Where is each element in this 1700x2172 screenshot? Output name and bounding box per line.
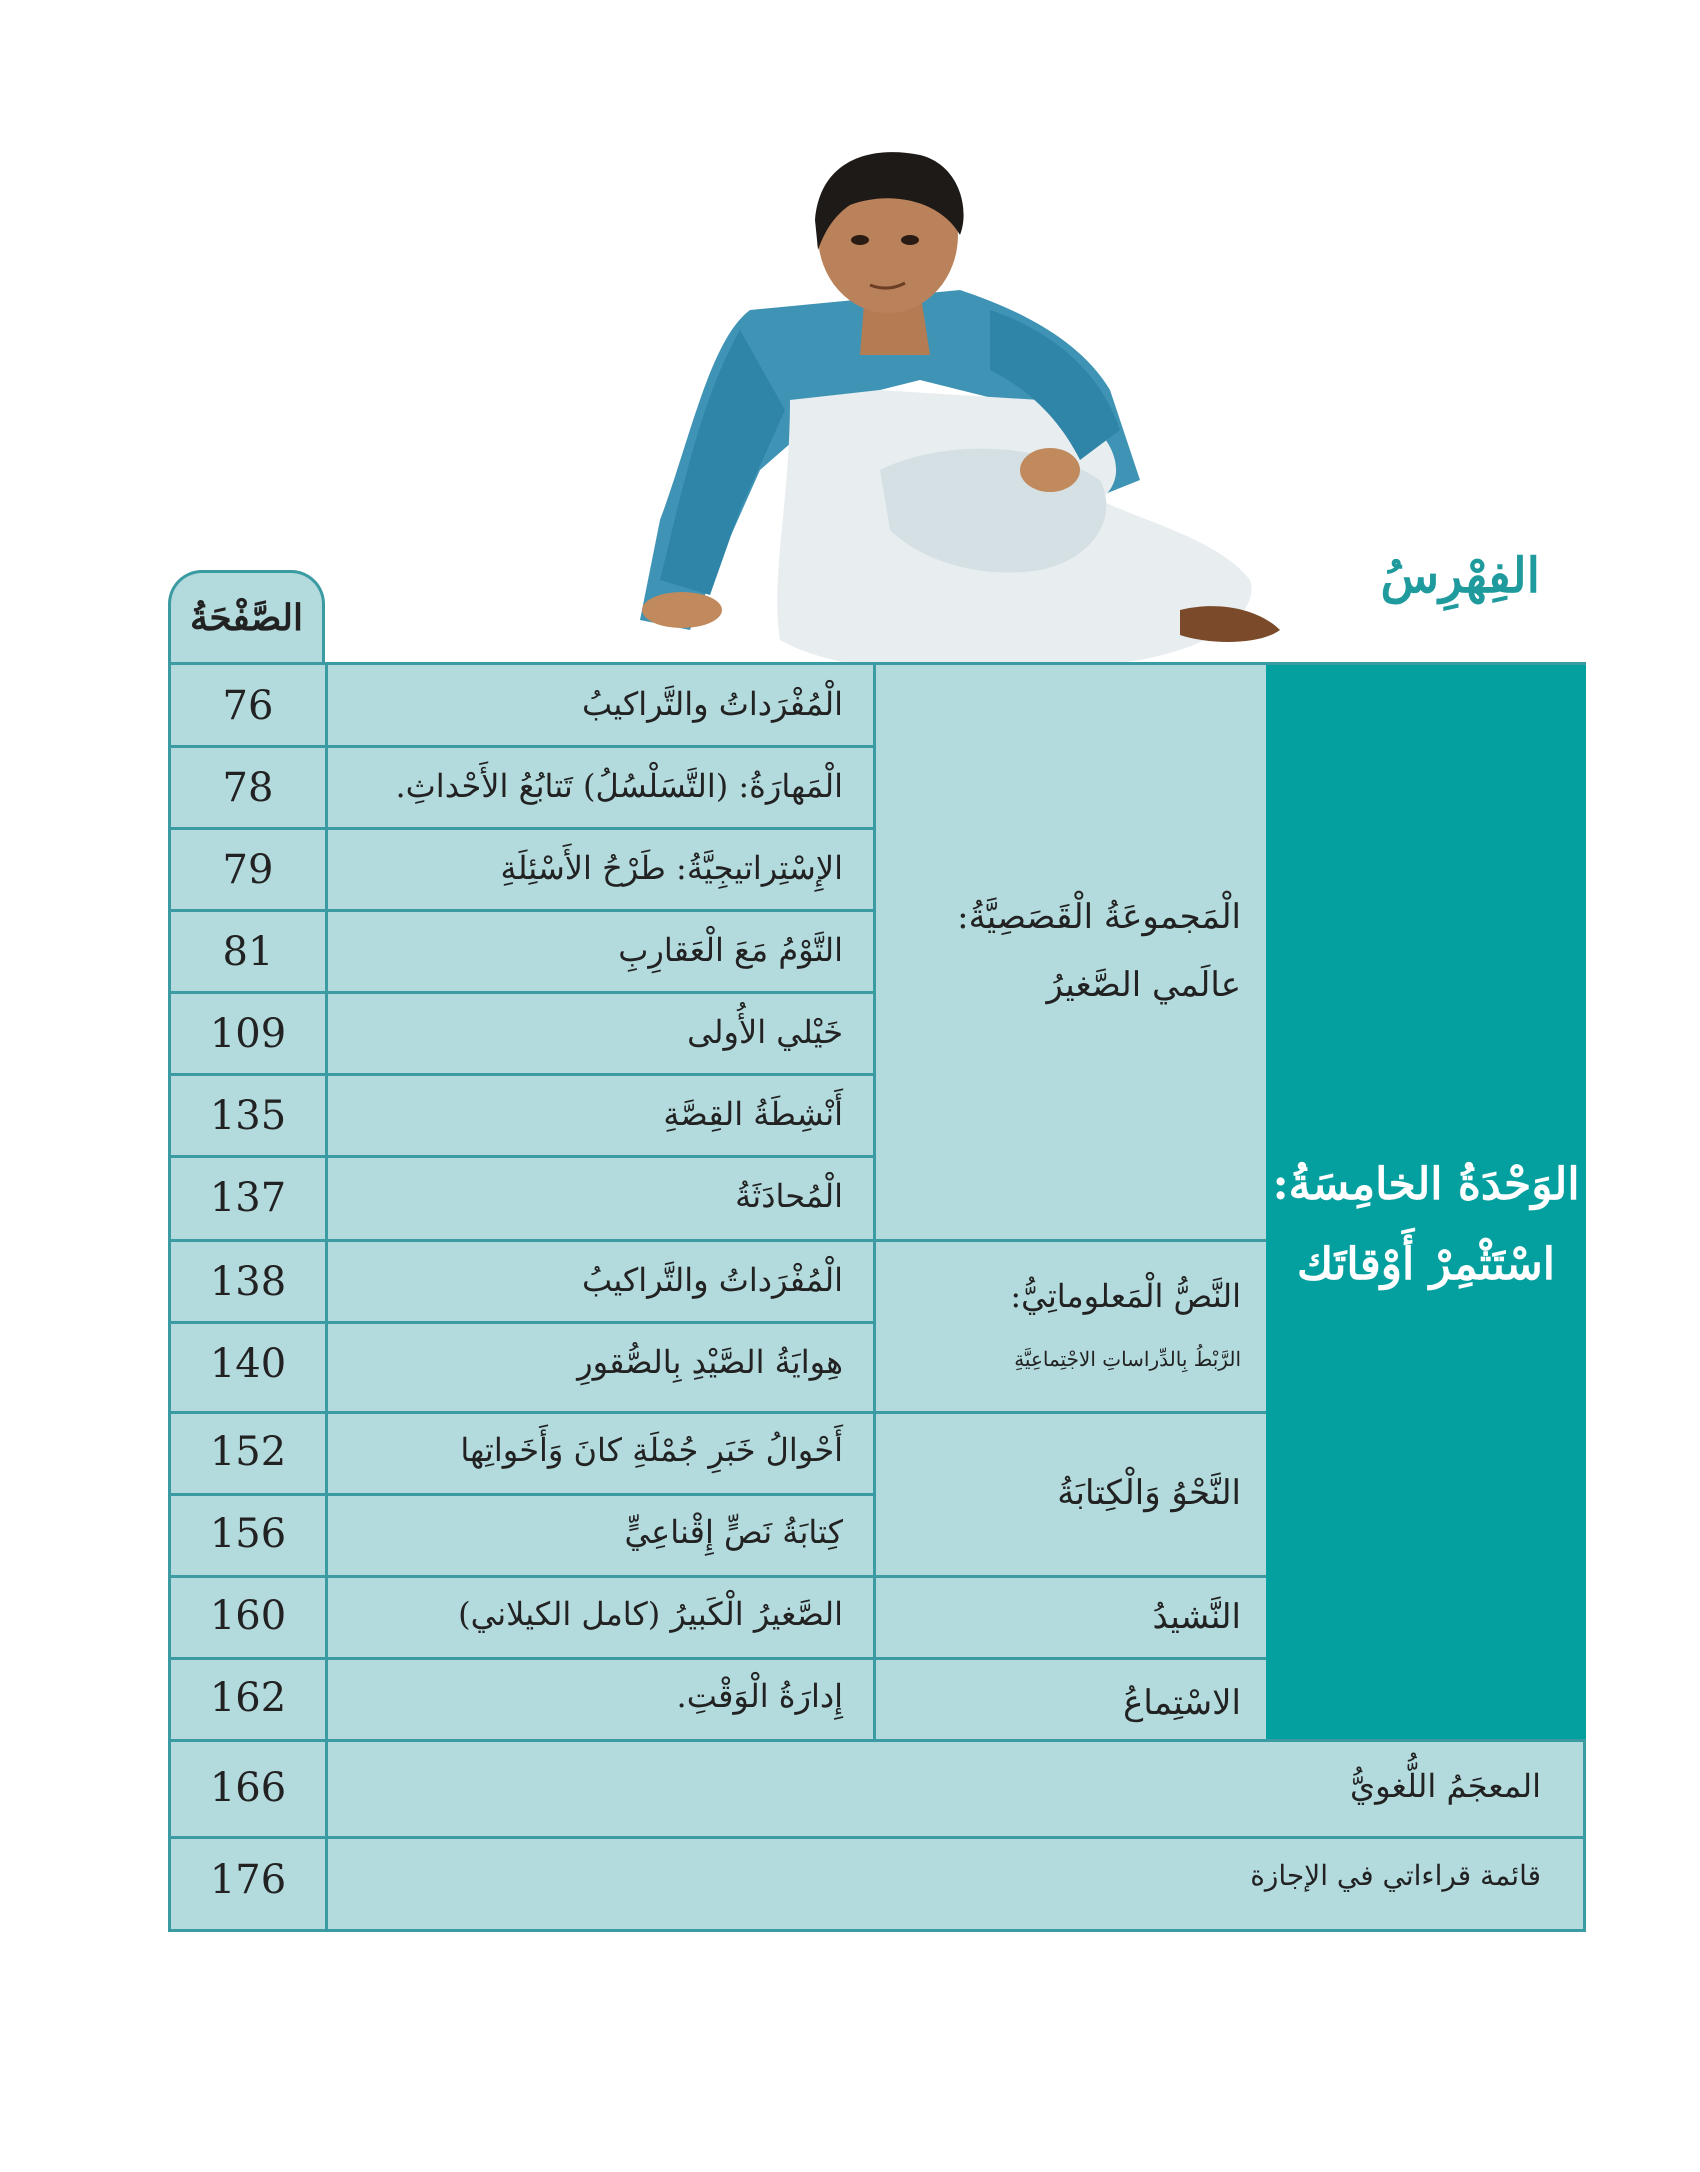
lesson-title: خَيْلي الأُولى (687, 1013, 843, 1051)
lesson-title: التَّوْمُ مَعَ الْعَقارِبِ (618, 931, 843, 969)
lesson-title: أَنْشِطَةُ القِصَّةِ (663, 1095, 843, 1133)
lesson-title: الْمُحادَثَةُ (735, 1177, 843, 1215)
group-title: النَّصُّ الْمَعلوماتِيُّ: (1010, 1277, 1241, 1315)
toc-table (168, 662, 1586, 1932)
page-number: 156 (209, 1511, 287, 1557)
lesson-title: الْمُفْرَداتُ والتَّراكيبُ (581, 685, 843, 723)
page-number: 78 (222, 765, 274, 811)
page-title: الفِهْرِسُ (1380, 548, 1540, 604)
page-number: 79 (222, 847, 274, 893)
group-title: الاسْتِماعُ (1123, 1683, 1241, 1723)
page-column-header: الصَّفْحَةُ (168, 570, 325, 662)
lesson-title: إِدارَةُ الْوَقْتِ. (676, 1677, 843, 1715)
page-number: 162 (209, 1675, 287, 1721)
page-number: 138 (209, 1259, 287, 1305)
page-number: 109 (209, 1011, 287, 1057)
group-title: النَّشيدُ (1152, 1597, 1241, 1637)
group-subtitle: عالَمي الصَّغيرُ (1046, 965, 1241, 1005)
page-number: 137 (209, 1175, 287, 1221)
page-number: 166 (209, 1765, 287, 1811)
page-number: 152 (209, 1429, 287, 1475)
lesson-title: أَحْوالُ خَبَرِ جُمْلَةِ كانَ وَأَخَواتِها (460, 1431, 843, 1469)
lesson-title: الْمَهارَةُ: (التَّسَلْسُلُ) تَتابُعُ الأَحْداثِ. (395, 767, 843, 805)
lesson-title: الإِسْتِراتيجِيَّةُ: طَرْحُ الأَسْئِلَةِ (500, 849, 843, 887)
boy-illustration (620, 140, 1320, 700)
unit-title: الوَحْدَةُ الخامِسَةُ: (1272, 1159, 1580, 1210)
unit-cell (1266, 665, 1586, 1741)
page-number: 135 (209, 1093, 287, 1139)
page-number: 160 (209, 1593, 287, 1639)
lesson-title: كِتابَةُ نَصٍّ إِقْناعِيٍّ (624, 1513, 843, 1551)
appendix-title: قائمة قراءاتي في الإجازة (1250, 1859, 1541, 1892)
unit-subtitle: اسْتَثْمِرْ أَوْقاتَك (1297, 1239, 1555, 1290)
page-number: 81 (222, 929, 274, 975)
lesson-title: هِوايَةُ الصَّيْدِ بِالصُّقورِ (577, 1343, 843, 1381)
group-subtitle: الرَّبْطُ بِالدِّراساتِ الاجْتِماعِيَّةِ (1014, 1347, 1241, 1371)
lesson-title: الْمُفْرَداتُ والتَّراكيبُ (581, 1261, 843, 1299)
page-number: 76 (222, 683, 274, 729)
group-title: النَّحْوُ وَالْكِتابَةُ (1057, 1473, 1241, 1513)
lesson-title: الصَّغيرُ الْكَبيرُ (كامل الكيلاني) (458, 1595, 843, 1633)
page-number: 140 (209, 1341, 287, 1387)
group-title: الْمَجموعَةُ الْقَصَصِيَّةُ: (957, 897, 1241, 937)
page-number: 176 (209, 1857, 287, 1903)
appendix-title: المعجَمُ اللُّغويُّ (1350, 1767, 1541, 1805)
